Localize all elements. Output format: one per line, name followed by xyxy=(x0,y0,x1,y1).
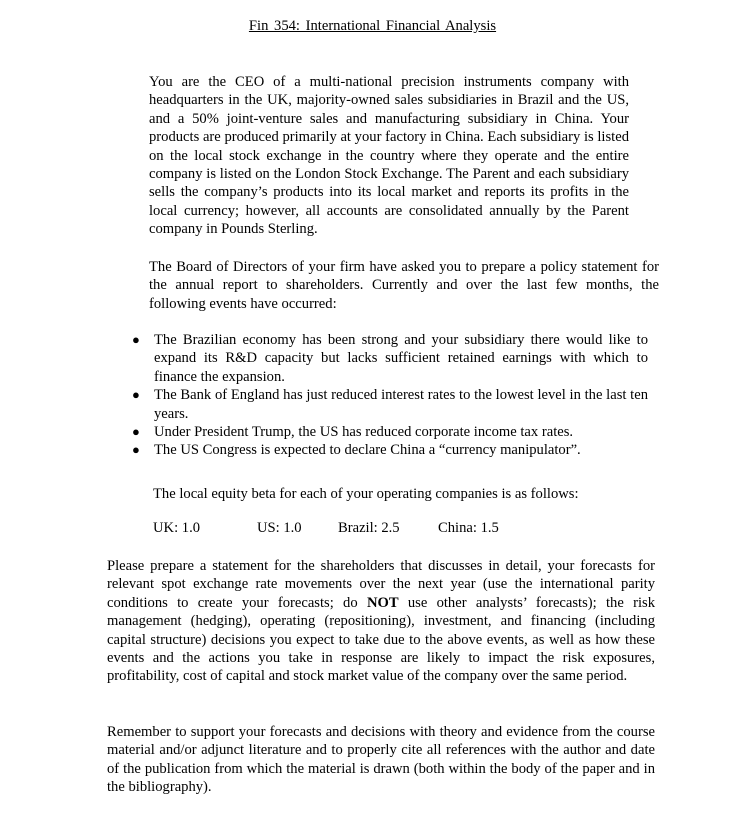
instructions-text-2: use other analysts’ forecasts); the risk management (hedging), operating (repositioning), investment, and financing (including capital structure) decisions you expect to take due to the above events, as well as how these events and the actions you take in response are likely to impact the risk exposures, profitability, cost of capital and stock market value of the company over the same period. xyxy=(107,594,655,685)
event-text: The US Congress is expected to declare China a “currency manipulator”. xyxy=(154,442,581,459)
event-text: The Bank of England has just reduced interest rates to the lowest level in the last ten years. xyxy=(154,387,648,422)
event-text: The Brazilian economy has been strong and your subsidiary there would like to expand its R&D capacity but lacks sufficient retained earnings with which to finance the expansion. xyxy=(154,332,648,385)
list-item xyxy=(130,386,648,423)
beta-uk: UK: 1.0 xyxy=(153,520,201,536)
instructions-paragraph xyxy=(107,557,655,686)
list-item xyxy=(130,423,648,441)
events-list xyxy=(130,331,648,460)
beta-china: China: 1.5 xyxy=(438,520,499,536)
closing-paragraph: Remember to support your forecasts and decisions with theory and evidence from the course material and/or adjunct literature and to properly cite all references with the author and date of the publication from which the material is drawn (both within the body of the paper and in the bibliography). xyxy=(107,724,655,796)
board-paragraph: The Board of Directors of your firm have asked you to prepare a policy statement for the annual report to shareholders. Currently and over the last few months, the following events have occurred: xyxy=(149,259,659,312)
instructions-emphasis: NOT xyxy=(366,594,399,611)
bullet-icon: ● xyxy=(132,387,140,403)
event-text: Under President Trump, the US has reduced corporate income tax rates. xyxy=(154,424,574,441)
beta-us: US: 1.0 xyxy=(257,520,302,536)
beta-intro: The local equity beta for each of your operating companies is as follows: xyxy=(153,486,579,502)
beta-brazil: Brazil: 2.5 xyxy=(338,520,400,536)
instructions-text-1: Please prepare a statement for the shareholders that discusses in detail, your forecasts for relevant spot exchange rate movements over the next year (use the international parity conditions to create your forecasts; do xyxy=(107,558,655,611)
document-title: Fin 354: International Financial Analysis xyxy=(248,18,497,34)
bullet-icon: ● xyxy=(132,332,140,347)
bullet-icon: ● xyxy=(132,442,140,458)
list-item xyxy=(130,441,648,459)
intro-paragraph: You are the CEO of a multi-national precision instruments company with headquarters in the UK, majority-owned sales subsidiaries in Brazil and the US, and a 50% joint-venture sales and manufacturing subsidiary in China. Your products are produced primarily at your factory in China. Each subsidiary is listed on the local stock exchange in the country where they operate and the entire company is listed on the London Stock Exchange. The Parent and each subsidiary sells the company’s products into its local market and reports its profits in the local currency; however, all accounts are consolidated annually by the Parent company in Pounds Sterling. xyxy=(149,74,629,238)
bullet-icon: ● xyxy=(132,424,140,440)
list-item xyxy=(130,331,648,386)
